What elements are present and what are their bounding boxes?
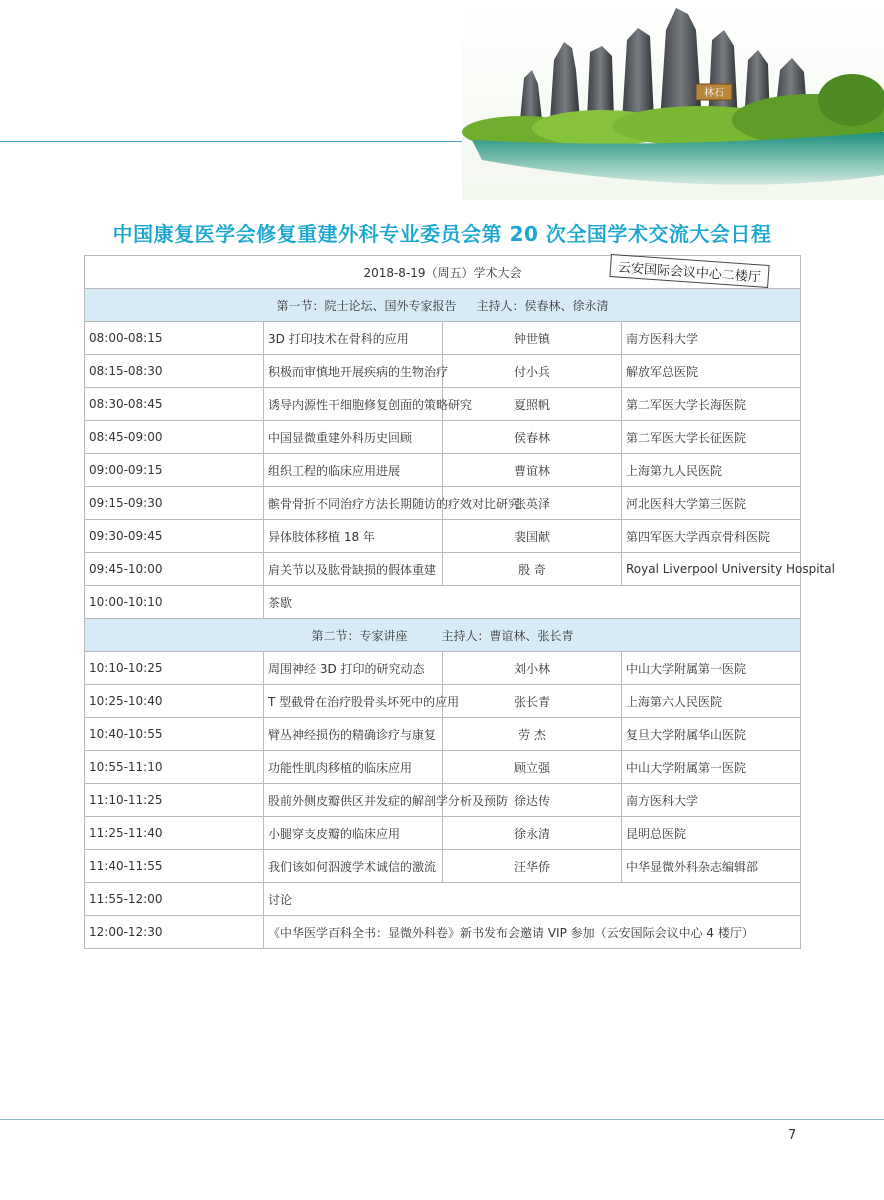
- institution-cell: 南方医科大学: [622, 322, 801, 355]
- time-cell: 08:00-08:15: [85, 322, 264, 355]
- schedule-table: [84, 255, 835, 949]
- topic-cell: 髌骨骨折不同治疗方法长期随访的疗效对比研究: [264, 487, 443, 520]
- table-row: [85, 652, 801, 685]
- time-cell: 09:00-09:15: [85, 454, 264, 487]
- table-row: [85, 850, 801, 883]
- speaker-cell: 殷 奇: [443, 553, 622, 586]
- speaker-cell: 侯春林: [443, 421, 622, 454]
- table-row: [85, 685, 801, 718]
- speaker-cell: 张英泽: [443, 487, 622, 520]
- table-row: [85, 388, 801, 421]
- time-cell: 08:30-08:45: [85, 388, 264, 421]
- institution-cell: 复旦大学附属华山医院: [622, 718, 801, 751]
- table-row: [85, 784, 801, 817]
- table-row: [85, 487, 801, 520]
- topic-cell: 诱导内源性干细胞修复创面的策略研究: [264, 388, 443, 421]
- time-cell: 11:10-11:25: [85, 784, 264, 817]
- speaker-cell: 顾立强: [443, 751, 622, 784]
- session-title: 第一节：院士论坛、国外专家报告: [276, 298, 457, 313]
- topic-cell: 功能性肌肉移植的临床应用: [264, 751, 443, 784]
- time-cell: 10:55-11:10: [85, 751, 264, 784]
- topic-cell: 小腿穿支皮瓣的临床应用: [264, 817, 443, 850]
- speaker-cell: 劳 杰: [443, 718, 622, 751]
- speaker-cell: 徐达传: [443, 784, 622, 817]
- speaker-cell: 曹谊林: [443, 454, 622, 487]
- institution-cell: 中山大学附属第一医院: [622, 652, 801, 685]
- page-title: 中国康复医学会修复重建外科专业委员会第 20 次全国学术交流大会日程: [112, 222, 772, 246]
- table-row: [85, 355, 801, 388]
- page-number: 7: [788, 1128, 797, 1143]
- time-cell: 10:10-10:25: [85, 652, 264, 685]
- venue-stamp: 云安国际会议中心二楼厅: [609, 254, 769, 288]
- speaker-cell: 夏照帆: [443, 388, 622, 421]
- topic-cell: T 型截骨在治疗股骨头坏死中的应用: [264, 685, 443, 718]
- break-row: [85, 586, 801, 619]
- session-header-row: [85, 289, 801, 322]
- discussion-label: 讨论: [264, 883, 801, 916]
- institution-cell: 第二军医大学长海医院: [622, 388, 801, 421]
- time-cell: 11:25-11:40: [85, 817, 264, 850]
- table-row: [85, 553, 801, 586]
- time-cell: 09:15-09:30: [85, 487, 264, 520]
- institution-cell: 昆明总医院: [622, 817, 801, 850]
- time-cell: 08:45-09:00: [85, 421, 264, 454]
- time-cell: 10:00-10:10: [85, 586, 264, 619]
- topic-cell: 3D 打印技术在骨科的应用: [264, 322, 443, 355]
- session-hosts: 主持人：侯春林、徐永清: [476, 298, 609, 313]
- launch-row: [85, 916, 801, 949]
- topic-cell: 周围神经 3D 打印的研究动态: [264, 652, 443, 685]
- topic-cell: 组织工程的临床应用进展: [264, 454, 443, 487]
- time-cell: 09:45-10:00: [85, 553, 264, 586]
- institution-cell: 南方医科大学: [622, 784, 801, 817]
- institution-cell: 河北医科大学第三医院: [622, 487, 801, 520]
- institution-cell: 第四军医大学西京骨科医院: [622, 520, 801, 553]
- header-rule: [0, 141, 520, 142]
- speaker-cell: 付小兵: [443, 355, 622, 388]
- speaker-cell: 张长青: [443, 685, 622, 718]
- speaker-cell: 汪华侨: [443, 850, 622, 883]
- topic-cell: 我们该如何泅渡学术诚信的激流: [264, 850, 443, 883]
- speaker-cell: 徐永清: [443, 817, 622, 850]
- break-label: 茶歇: [264, 586, 801, 619]
- session-header: [85, 289, 801, 322]
- time-cell: 09:30-09:45: [85, 520, 264, 553]
- time-cell: 12:00-12:30: [85, 916, 264, 949]
- speaker-cell: 刘小林: [443, 652, 622, 685]
- institution-cell: Royal Liverpool University Hospital: [622, 553, 801, 586]
- time-cell: 10:40-10:55: [85, 718, 264, 751]
- table-row: [85, 322, 801, 355]
- sign-board-text: 林石: [704, 88, 724, 99]
- speaker-cell: 裴国献: [443, 520, 622, 553]
- table-row: [85, 817, 801, 850]
- table-row: [85, 421, 801, 454]
- institution-cell: 中华显微外科杂志编辑部: [622, 850, 801, 883]
- time-cell: 08:15-08:30: [85, 355, 264, 388]
- table-row: [85, 751, 801, 784]
- launch-label: 《中华医学百科全书：显微外科卷》新书发布会邀请 VIP 参加（云安国际会议中心 4 楼厅）: [264, 916, 801, 949]
- table-row: [85, 718, 801, 751]
- table-row: [85, 454, 801, 487]
- session-hosts: 主持人：曹谊林、张长青: [441, 628, 574, 643]
- speaker-cell: 钟世镇: [443, 322, 622, 355]
- institution-cell: 第二军医大学长征医院: [622, 421, 801, 454]
- session-header-row: [85, 619, 801, 652]
- table-row: [85, 520, 801, 553]
- institution-cell: 解放军总医院: [622, 355, 801, 388]
- footer-rule: [0, 1119, 884, 1120]
- institution-cell: 上海第六人民医院: [622, 685, 801, 718]
- institution-cell: 上海第九人民医院: [622, 454, 801, 487]
- time-cell: 11:55-12:00: [85, 883, 264, 916]
- topic-cell: 肩关节以及肱骨缺损的假体重建: [264, 553, 443, 586]
- discussion-row: [85, 883, 801, 916]
- topic-cell: 股前外侧皮瓣供区并发症的解剖学分析及预防: [264, 784, 443, 817]
- stone-forest-illustration: [462, 0, 884, 200]
- session-title: 第二节：专家讲座: [311, 628, 408, 643]
- session-header: [85, 619, 801, 652]
- topic-cell: 积极而审慎地开展疾病的生物治疗: [264, 355, 443, 388]
- topic-cell: 中国显微重建外科历史回顾: [264, 421, 443, 454]
- topic-cell: 臂丛神经损伤的精确诊疗与康复: [264, 718, 443, 751]
- topic-cell: 异体肢体移植 18 年: [264, 520, 443, 553]
- time-cell: 11:40-11:55: [85, 850, 264, 883]
- day-header: 2018-8-19（周五）学术大会: [85, 256, 801, 289]
- institution-cell: 中山大学附属第一医院: [622, 751, 801, 784]
- time-cell: 10:25-10:40: [85, 685, 264, 718]
